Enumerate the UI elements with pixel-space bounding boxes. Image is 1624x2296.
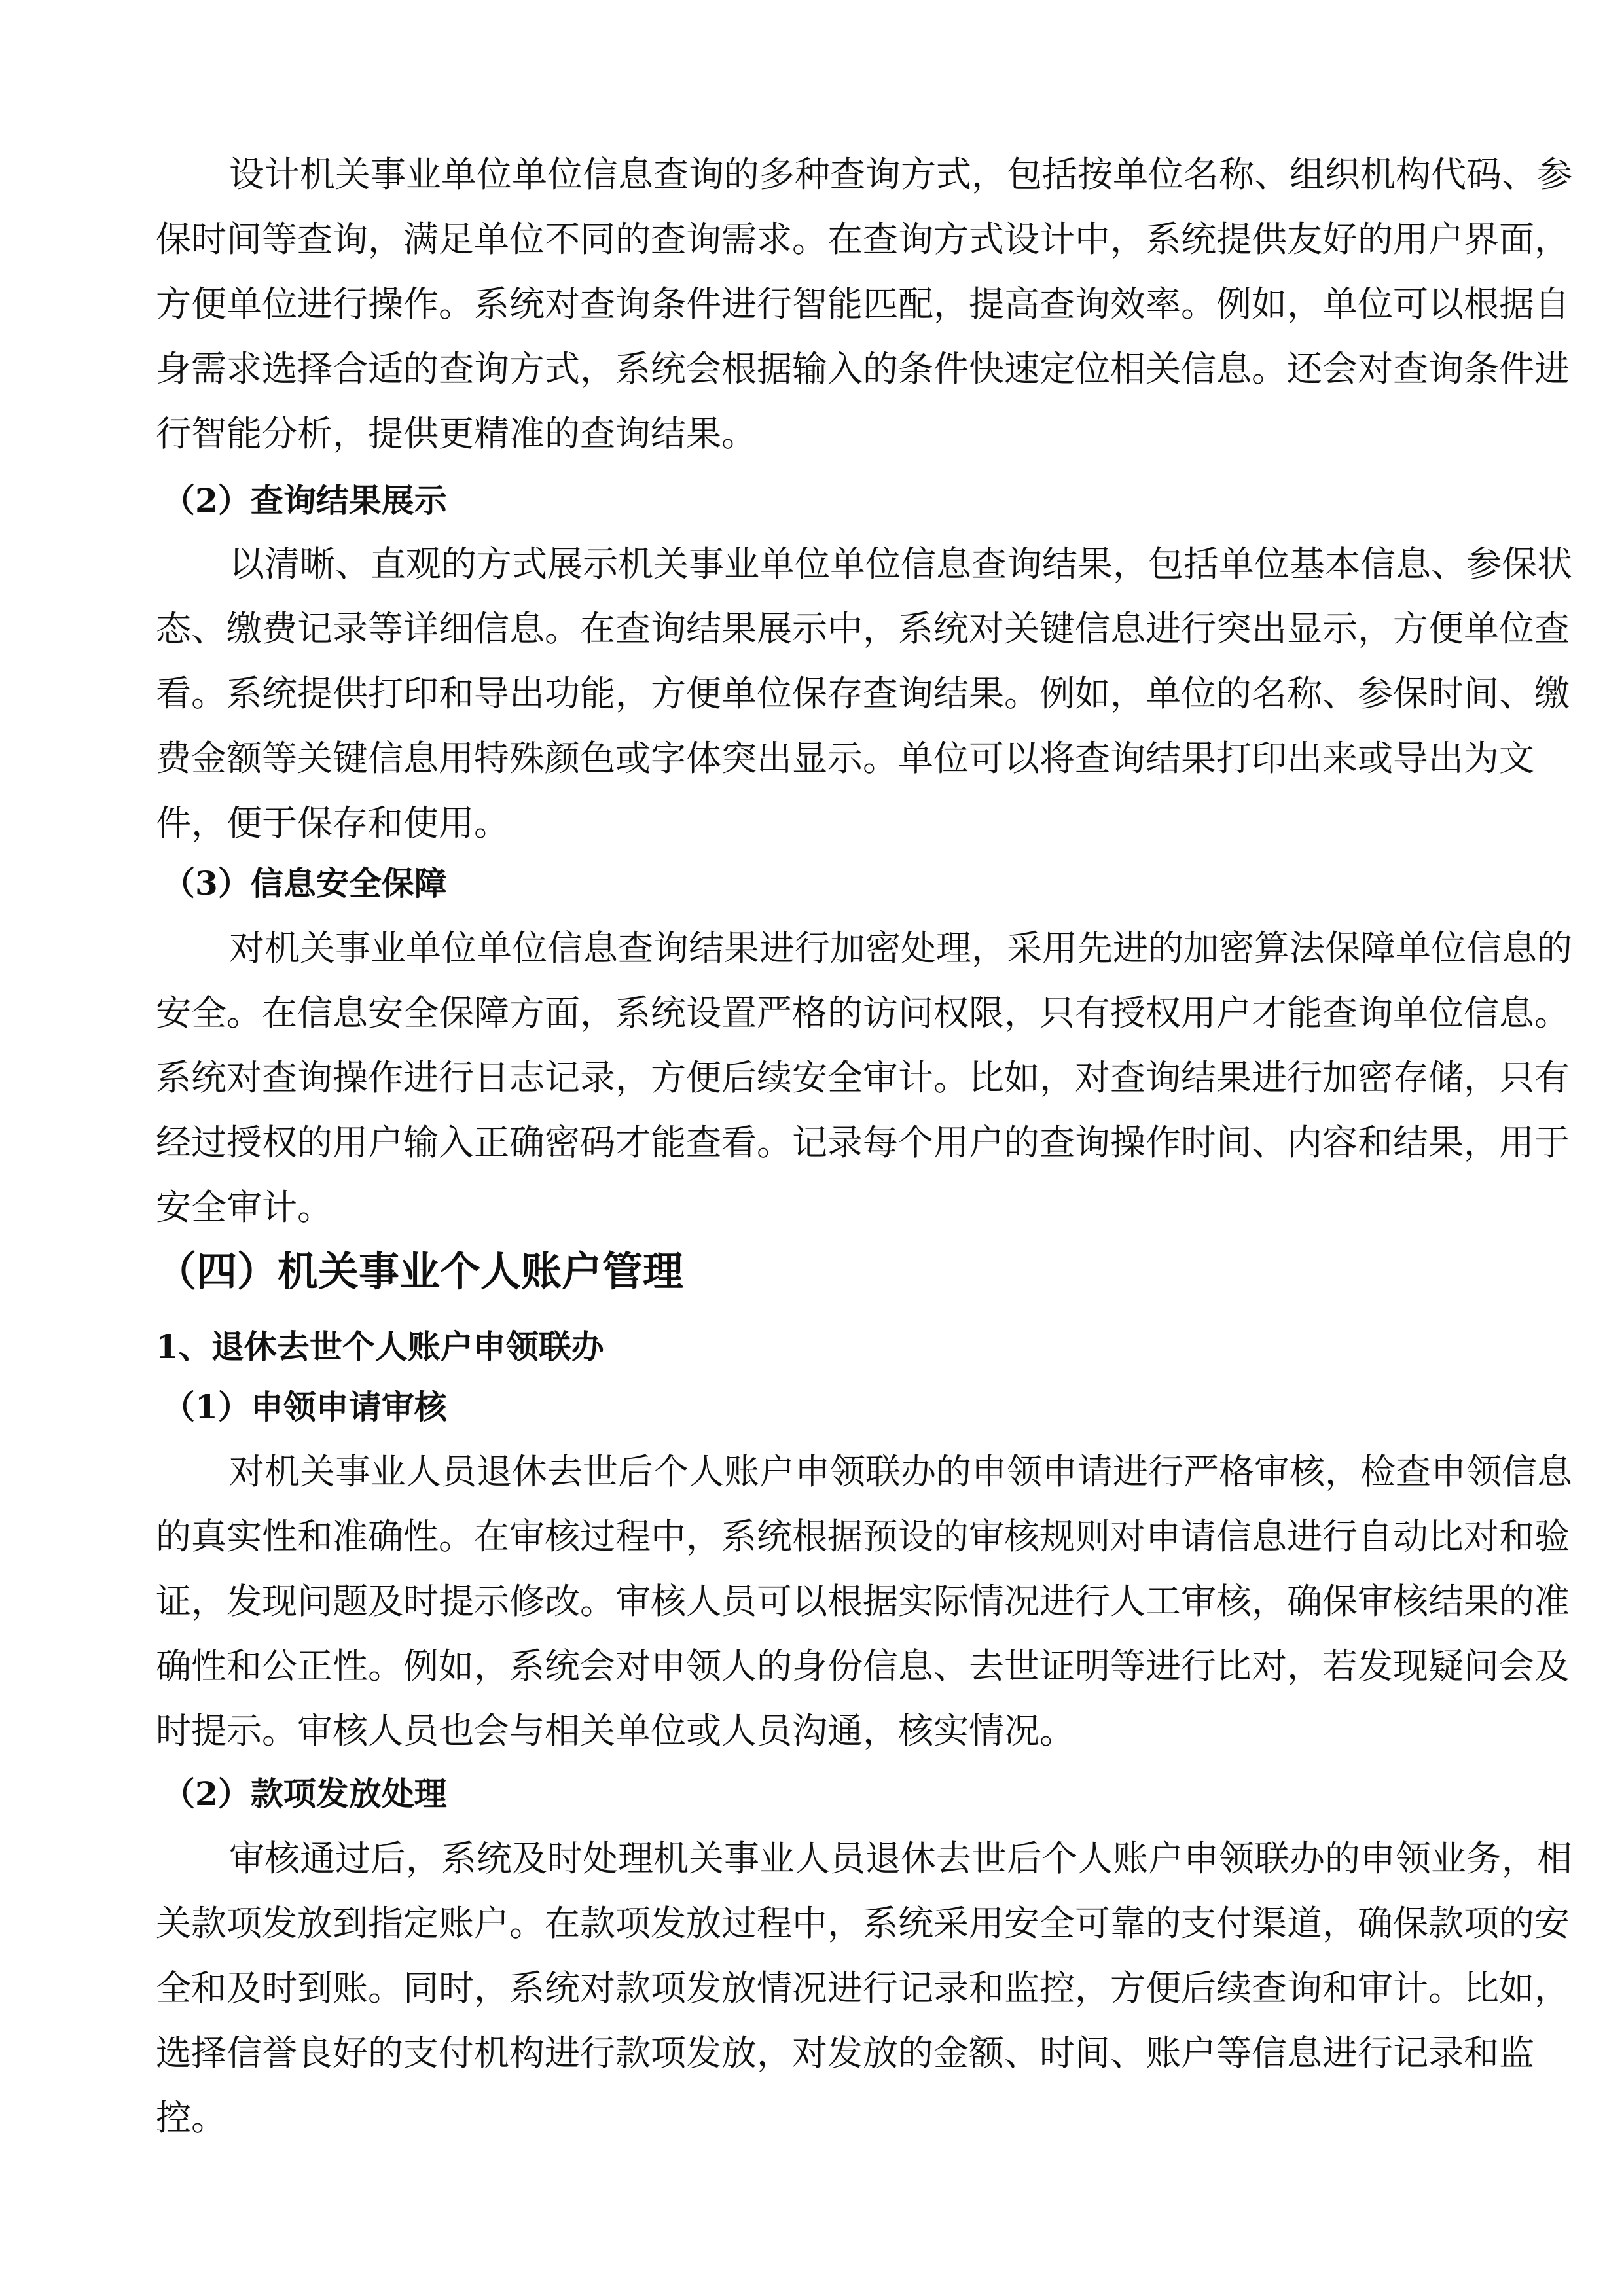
paragraph xyxy=(156,142,1572,466)
section-heading xyxy=(156,851,1481,916)
paragraph-line: 安全审计。 xyxy=(156,1186,333,1228)
heading-text: 1、退休去世个人账户申领联办 xyxy=(156,1327,604,1366)
section-heading xyxy=(156,1761,1481,1826)
paragraph-line: 行智能分析，提供更精准的查询结果。 xyxy=(156,412,757,454)
heading-text: （2）查询结果展示 xyxy=(162,480,447,520)
paragraph-line: 以清晰、直观的方式展示机关事业单位单位信息查询结果，包括单位基本信息、参保状 xyxy=(229,543,1572,584)
paragraph xyxy=(156,531,1572,855)
paragraph-line: 证，发现问题及时提示修改。审核人员可以根据实际情况进行人工审核，确保审核结果的准 xyxy=(156,1580,1570,1622)
paragraph-line: 件，便于保存和使用。 xyxy=(156,802,509,844)
paragraph-line: 身需求选择合适的查询方式，系统会根据输入的条件快速定位相关信息。还会对查询条件进 xyxy=(156,348,1570,389)
paragraph xyxy=(156,916,1572,1240)
paragraph-line: 费金额等关键信息用特殊颜色或字体突出显示。单位可以将查询结果打印出来或导出为文 xyxy=(156,737,1534,779)
section-heading xyxy=(156,1314,1481,1379)
paragraph-line: 选择信誉良好的支付机构进行款项发放，对发放的金额、时间、账户等信息进行记录和监 xyxy=(156,2032,1534,2073)
paragraph-line: 对机关事业人员退休去世后个人账户申领联办的申领申请进行严格审核，检查申领信息 xyxy=(229,1450,1572,1492)
paragraph xyxy=(156,1439,1572,1763)
heading-text: （2）款项发放处理 xyxy=(162,1774,447,1813)
paragraph-line: 的真实性和准确性。在审核过程中，系统根据预设的审核规则对申请信息进行自动比对和验 xyxy=(156,1515,1570,1557)
paragraph-line: 全和及时到账。同时，系统对款项发放情况进行记录和监控，方便后续查询和审计。比如， xyxy=(156,1967,1570,2009)
heading-text: （3）信息安全保障 xyxy=(162,863,447,903)
paragraph-line: 时提示。审核人员也会与相关单位或人员沟通，核实情况。 xyxy=(156,1710,1075,1751)
heading-text: （1）申领申请审核 xyxy=(162,1387,447,1426)
paragraph-line: 经过授权的用户输入正确密码才能查看。记录每个用户的查询操作时间、内容和结果，用于 xyxy=(156,1121,1570,1163)
section-heading xyxy=(156,1239,1481,1304)
paragraph-line: 审核通过后，系统及时处理机关事业人员退休去世后个人账户申领联办的申领业务，相 xyxy=(229,1837,1572,1879)
paragraph xyxy=(156,1826,1572,2150)
heading-text: （四）机关事业个人账户管理 xyxy=(156,1247,684,1295)
paragraph-line: 态、缴费记录等详细信息。在查询结果展示中，系统对关键信息进行突出显示，方便单位查 xyxy=(156,607,1570,649)
section-heading xyxy=(156,468,1481,533)
paragraph-line: 关款项发放到指定账户。在款项发放过程中，系统采用安全可靠的支付渠道，确保款项的安 xyxy=(156,1902,1570,1944)
paragraph-line: 系统对查询操作进行日志记录，方便后续安全审计。比如，对查询结果进行加密存储，只有 xyxy=(156,1056,1570,1098)
paragraph-line: 设计机关事业单位单位信息查询的多种查询方式，包括按单位名称、组织机构代码、参 xyxy=(229,153,1572,195)
paragraph-line: 看。系统提供打印和导出功能，方便单位保存查询结果。例如，单位的名称、参保时间、缴 xyxy=(156,672,1570,714)
paragraph-line: 控。 xyxy=(156,2096,226,2138)
paragraph-line: 确性和公正性。例如，系统会对申领人的身份信息、去世证明等进行比对，若发现疑问会及 xyxy=(156,1645,1570,1687)
paragraph-line: 对机关事业单位单位信息查询结果进行加密处理，采用先进的加密算法保障单位信息的 xyxy=(229,927,1572,969)
paragraph-line: 保时间等查询，满足单位不同的查询需求。在查询方式设计中，系统提供友好的用户界面， xyxy=(156,218,1570,260)
paragraph-line: 方便单位进行操作。系统对查询条件进行智能匹配，提高查询效率。例如，单位可以根据自 xyxy=(156,283,1570,325)
section-heading xyxy=(156,1374,1481,1439)
paragraph-line: 安全。在信息安全保障方面，系统设置严格的访问权限，只有授权用户才能查询单位信息。 xyxy=(156,992,1570,1033)
